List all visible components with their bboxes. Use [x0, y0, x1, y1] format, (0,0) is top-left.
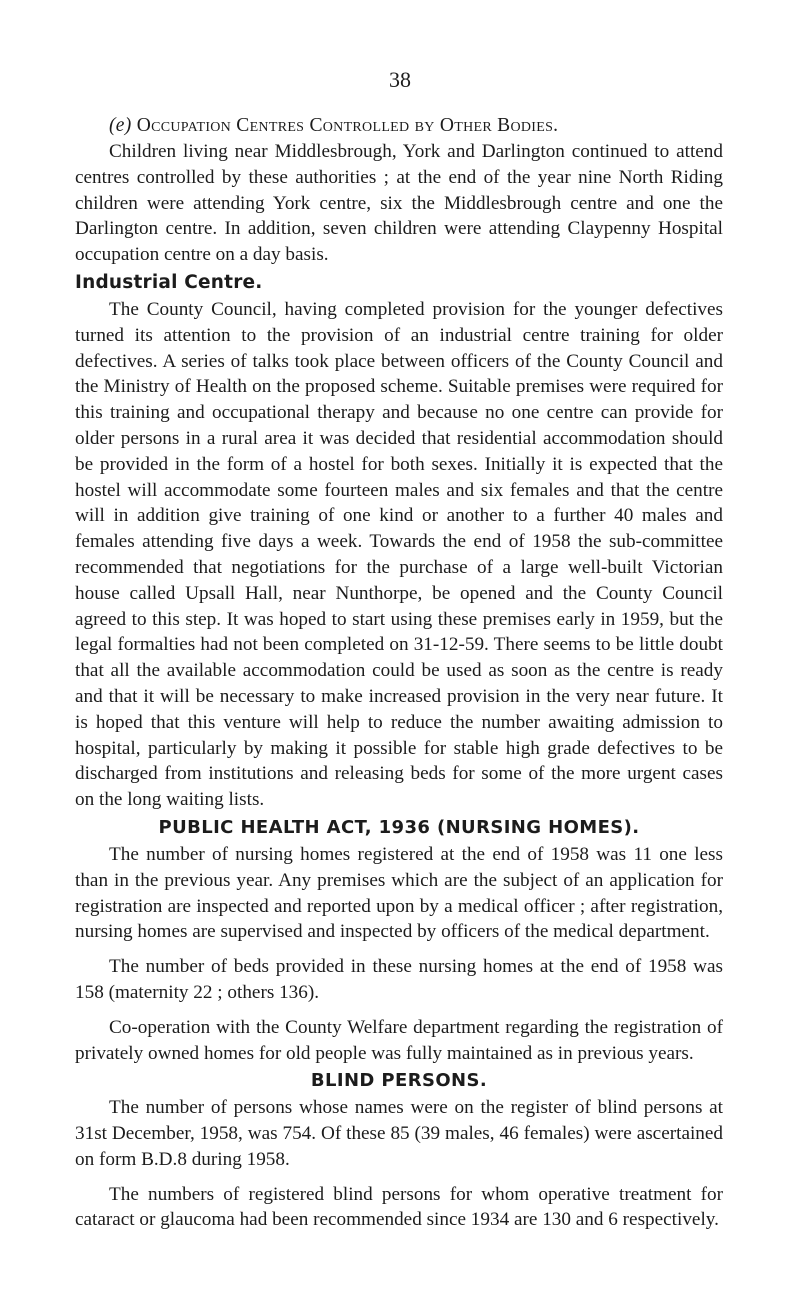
blind-persons-heading: BLIND PERSONS. — [310, 1070, 488, 1092]
section-e-title-text: Occupation Centres Controlled by Other Bodies. — [136, 115, 559, 136]
page-content — [75, 113, 723, 1233]
blind-persons-paragraph-2: The numbers of registered blind persons for whom operative treatment for cataract or glaucoma had been recommended since 1934 are 130 and 6 respectively. — [75, 1183, 723, 1231]
section-e-letter: (e) — [109, 115, 132, 136]
page-number: 38 — [389, 67, 411, 92]
nursing-homes-heading: PUBLIC HEALTH ACT, 1936 (NURSING HOMES). — [158, 816, 640, 838]
industrial-centre-paragraph: The County Council, having completed provision for the younger defectives turned its attention to the provision of an industrial centre training for older defectives. A series of talks took place between officers of the County Council and the Ministry of Health on the proposed scheme. Suitable premises were required for this training and occupational therapy and because no one centre can provide for older persons in a rural area it was decided that residential accommodation should be provided in the form of a hostel for both sexes. Initially it is expected that the hostel will accommodate some fourteen males and six females and that the centre will in addition give training of one kind or another to a further 40 males and females attending five days a week. Towards the end of 1958 the sub-committee recommended that negotiations for the purchase of a large well-built Victorian house called Upsall Hall, near Nunthorpe, be opened and the County Council agreed to this step. It was hoped to start using these premises early in 1959, but the legal formalties had not been completed on 31-12-59. There seems to be little doubt that all the available accommodation could be used as soon as the centre is ready and that it will be necessary to make increased provision in the very near future. It is hoped that this venture will help to reduce the number awaiting admission to hospital, particularly by making it possible for stable high grade defectives to be discharged from institutions and releasing beds for some of the more urgent cases on the long waiting lists. — [75, 298, 723, 811]
blind-persons-paragraph-1: The number of persons whose names were on the register of blind persons at 31st December, 1958, was 754. Of these 85 (39 males, 46 females) were ascertained on form B.D.8 during 1958. — [75, 1097, 723, 1170]
nursing-homes-paragraph-1: The number of nursing homes registered at the end of 1958 was 11 one less than in the previous year. Any premises which are the subject of an application for registration are inspected and reported upon by a medical officer ; after registration, nursing homes are supervised and inspected by officers of the medical department. — [75, 843, 723, 943]
nursing-homes-paragraph-3: Co-operation with the County Welfare department regarding the registration of privately owned homes for old people was fully maintained as in previous years. — [75, 1016, 723, 1064]
nursing-homes-paragraph-2: The number of beds provided in these nursing homes at the end of 1958 was 158 (maternity 22 ; others 136). — [75, 956, 723, 1003]
industrial-centre-heading: Industrial Centre. — [75, 271, 263, 293]
section-e-title — [75, 113, 723, 139]
section-e-paragraph: Children living near Middlesbrough, York and Darlington continued to attend centres controlled by these authorities ; at the end of the year nine North Riding children were attending York centre, six the Middlesbrough centre and one the Darlington centre. In addition, seven children were attending Claypenny Hospital occupation centre on a day basis. — [75, 141, 723, 266]
